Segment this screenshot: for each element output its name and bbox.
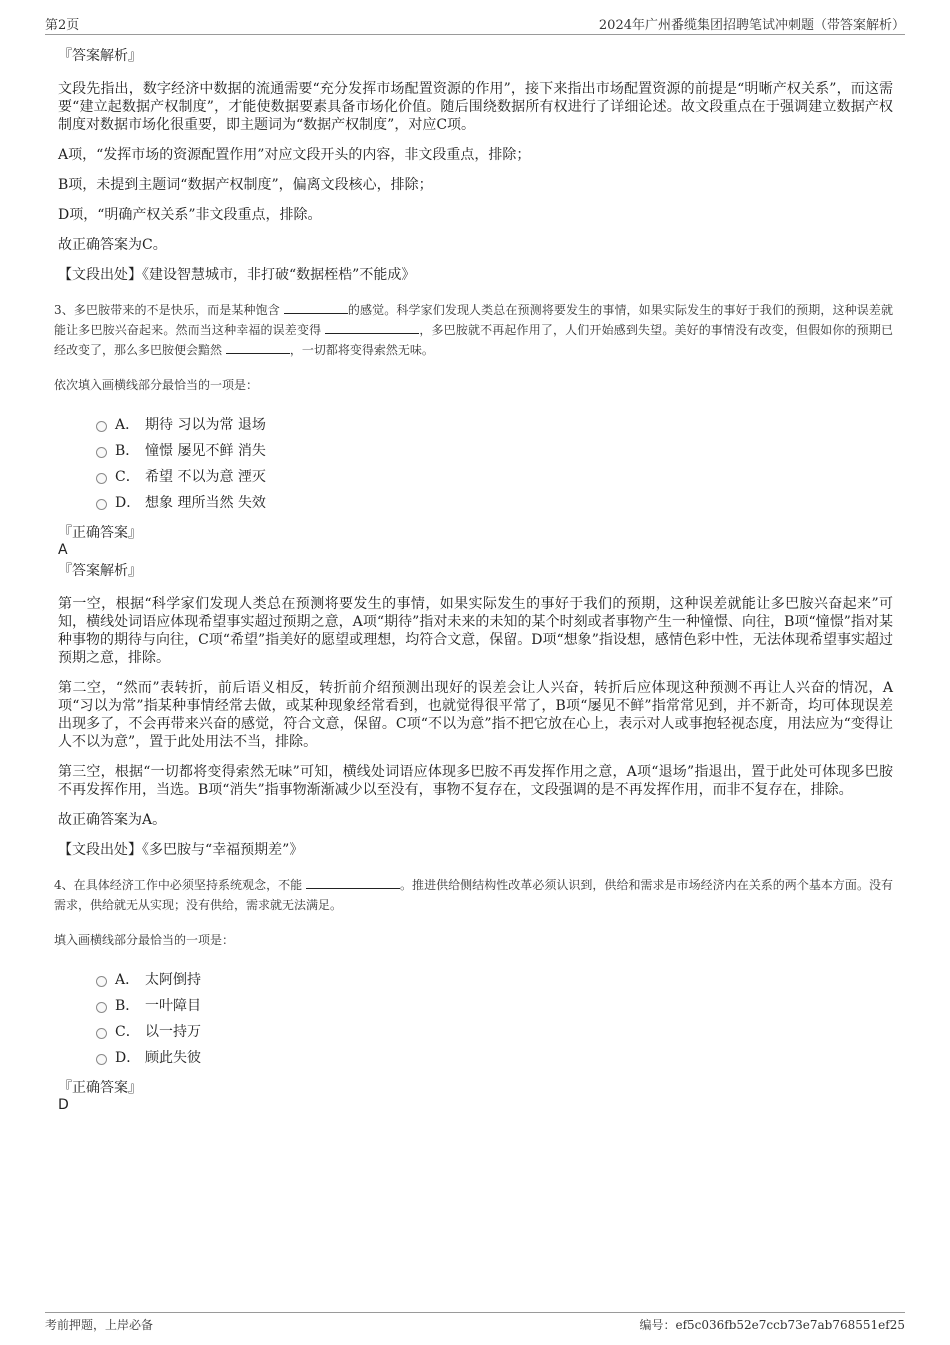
option-letter: B． xyxy=(115,443,140,459)
radio-icon[interactable] xyxy=(96,976,107,987)
option-letter: B． xyxy=(115,998,140,1014)
stem-text: 的感觉。科学家们发现人类总在预测将要发生的事情，如果实际发生的事好于我们的预期，这种误差就能让多巴胺兴奋起来。然而当这种幸福的误差变得 xyxy=(54,303,893,337)
option-text: 以一持万 xyxy=(145,1024,201,1040)
stem-text: ，一切都将变得索然无味。 xyxy=(289,343,434,357)
analysis-paragraph: 第三空，根据“一切都将变得索然无味”可知，横线处词语应体现多巴胺不再发挥作用之意，A项“退场”指退出，置于此处可体现多巴胺不再发挥作用，当选。B项“消失”指事物渐渐减少以至没有，事物不复存在，文段强调的是不再发挥作用，而非不复存在，排除。 xyxy=(58,764,893,798)
radio-icon[interactable] xyxy=(96,473,107,484)
option-a[interactable] xyxy=(96,966,893,992)
document-body xyxy=(54,46,893,1116)
option-text: 憧憬 屡见不鲜 消失 xyxy=(145,443,266,459)
option-a[interactable] xyxy=(96,411,893,437)
footer-slogan: 考前押题，上岸必备 xyxy=(45,1318,154,1332)
stem-text: 。推进供给侧结构性改革必须认识到，供给和需求是市场经济内在关系的两个基本方面。没有需求，供给就无从实现；没有供给，需求就无法满足。 xyxy=(54,878,893,912)
option-letter: A． xyxy=(115,972,140,988)
source-title: 《建设智慧城市，非打破“数据桎梏”不能成》 xyxy=(142,267,416,283)
analysis-conclusion: 故正确答案为C。 xyxy=(58,237,167,253)
radio-icon[interactable] xyxy=(96,447,107,458)
option-text: 希望 不以为意 湮灭 xyxy=(145,469,266,485)
source-label: 【文段出处】 xyxy=(58,267,142,283)
stem-text: 4、在具体经济工作中必须坚持系统观念，不能 xyxy=(54,878,303,892)
analysis-paragraph: A项，“发挥市场的资源配置作用”对应文段开头的内容，非文段重点，排除； xyxy=(58,147,531,163)
blank-line xyxy=(226,343,290,354)
option-d[interactable] xyxy=(96,489,893,515)
option-b[interactable] xyxy=(96,437,893,463)
source-title: 《多巴胺与“幸福预期差”》 xyxy=(142,842,304,858)
option-letter: C． xyxy=(115,1024,140,1040)
radio-icon[interactable] xyxy=(96,1002,107,1013)
source-label: 【文段出处】 xyxy=(58,842,142,858)
option-text: 想象 理所当然 失效 xyxy=(145,495,266,511)
document-id: 编号：ef5c036fb52e7ccb73e7ab768551ef25 xyxy=(639,1318,905,1332)
option-letter: D． xyxy=(115,495,141,511)
radio-icon[interactable] xyxy=(96,499,107,510)
blank-line xyxy=(284,303,348,314)
correct-answer: D xyxy=(58,1097,69,1113)
question-4-stem xyxy=(54,875,893,915)
analysis-paragraph: B项，未提到主题词“数据产权制度”，偏离文段核心，排除； xyxy=(58,177,433,193)
analysis-paragraph: 第二空，“然而”表转折，前后语义相反，转折前介绍预测出现好的误差会让人兴奋，转折后应体现这种预测不再让人兴奋的情况，A项“习以为常”指某种事情经常去做，或某种现象经常看到，也就觉得很平常了，B项“屡见不鲜”指常常见到，并不新奇，均可体现误差出现多了，不会再带来兴奋的感觉，符合文意，保留。C项“不以为意”指不把它放在心上，表示对人或事抱轻视态度，用法应为“变得让人不以为意”，置于此处用法不当，排除。 xyxy=(58,680,893,750)
option-text: 顾此失彼 xyxy=(145,1050,201,1066)
blank-line xyxy=(325,323,419,334)
analysis-label: 『答案解析』 xyxy=(58,48,142,64)
option-d[interactable] xyxy=(96,1044,893,1070)
answer-label: 『正确答案』 xyxy=(58,525,142,541)
question-4-prompt: 填入画横线部分最恰当的一项是： xyxy=(54,933,235,947)
analysis-paragraph: D项，“明确产权关系”非文段重点，排除。 xyxy=(58,207,322,223)
question-3-stem xyxy=(54,300,893,360)
option-text: 期待 习以为常 退场 xyxy=(145,417,266,433)
option-c[interactable] xyxy=(96,463,893,489)
page-number: 第2页 xyxy=(45,18,80,33)
option-c[interactable] xyxy=(96,1018,893,1044)
radio-icon[interactable] xyxy=(96,1028,107,1039)
page-header xyxy=(45,14,905,35)
option-letter: C． xyxy=(115,469,140,485)
analysis-label: 『答案解析』 xyxy=(58,563,142,579)
question-3-options xyxy=(96,411,893,515)
analysis-conclusion: 故正确答案为A。 xyxy=(58,812,167,828)
document-title: 2024年广州番缆集团招聘笔试冲刺题（带答案解析） xyxy=(598,18,905,33)
stem-text: 3、多巴胺带来的不是快乐，而是某种饱含 xyxy=(54,303,280,317)
source-line xyxy=(58,841,893,859)
radio-icon[interactable] xyxy=(96,1054,107,1065)
page-footer xyxy=(45,1312,905,1333)
option-letter: A． xyxy=(115,417,140,433)
question-4-options xyxy=(96,966,893,1070)
correct-answer: A xyxy=(58,542,68,558)
answer-label: 『正确答案』 xyxy=(58,1080,142,1096)
option-letter: D． xyxy=(115,1050,141,1066)
option-b[interactable] xyxy=(96,992,893,1018)
source-line xyxy=(58,266,893,284)
analysis-paragraph: 文段先指出，数字经济中数据的流通需要“充分发挥市场配置资源的作用”，接下来指出市场配置资源的前提是“明晰产权关系”，而这需要“建立起数据产权制度”，才能使数据要素具备市场化价值。随后围绕数据所有权进行了详细论述。故文段重点在于强调建立数据产权制度对数据市场化很重要，即主题词为“数据产权制度”，对应C项。 xyxy=(58,81,893,133)
question-3-prompt: 依次填入画横线部分最恰当的一项是： xyxy=(54,378,259,392)
analysis-paragraph: 第一空，根据“科学家们发现人类总在预测将要发生的事情，如果实际发生的事好于我们的预期，这种误差就能让多巴胺兴奋起来”可知，横线处词语应体现希望事实超过预期之意，A项“期待”指对未来的未知的某个时刻或者事物产生一种憧憬、向往，B项“憧憬”指对某种事物的期待与向往，C项“希望”指美好的愿望或理想，均符合文意，保留。D项“想象”指设想，感情色彩中性，无法体现希望事实超过预期之意，排除。 xyxy=(58,596,893,666)
option-text: 一叶障目 xyxy=(145,998,201,1014)
blank-line xyxy=(306,878,400,889)
stem-text: ，多巴胺就不再起作用了，人们开始感到失望。美好的事情没有改变，但假如你的预期已经改变了，那么多巴胺便会黯然 xyxy=(54,323,893,357)
radio-icon[interactable] xyxy=(96,421,107,432)
option-text: 太阿倒持 xyxy=(145,972,201,988)
